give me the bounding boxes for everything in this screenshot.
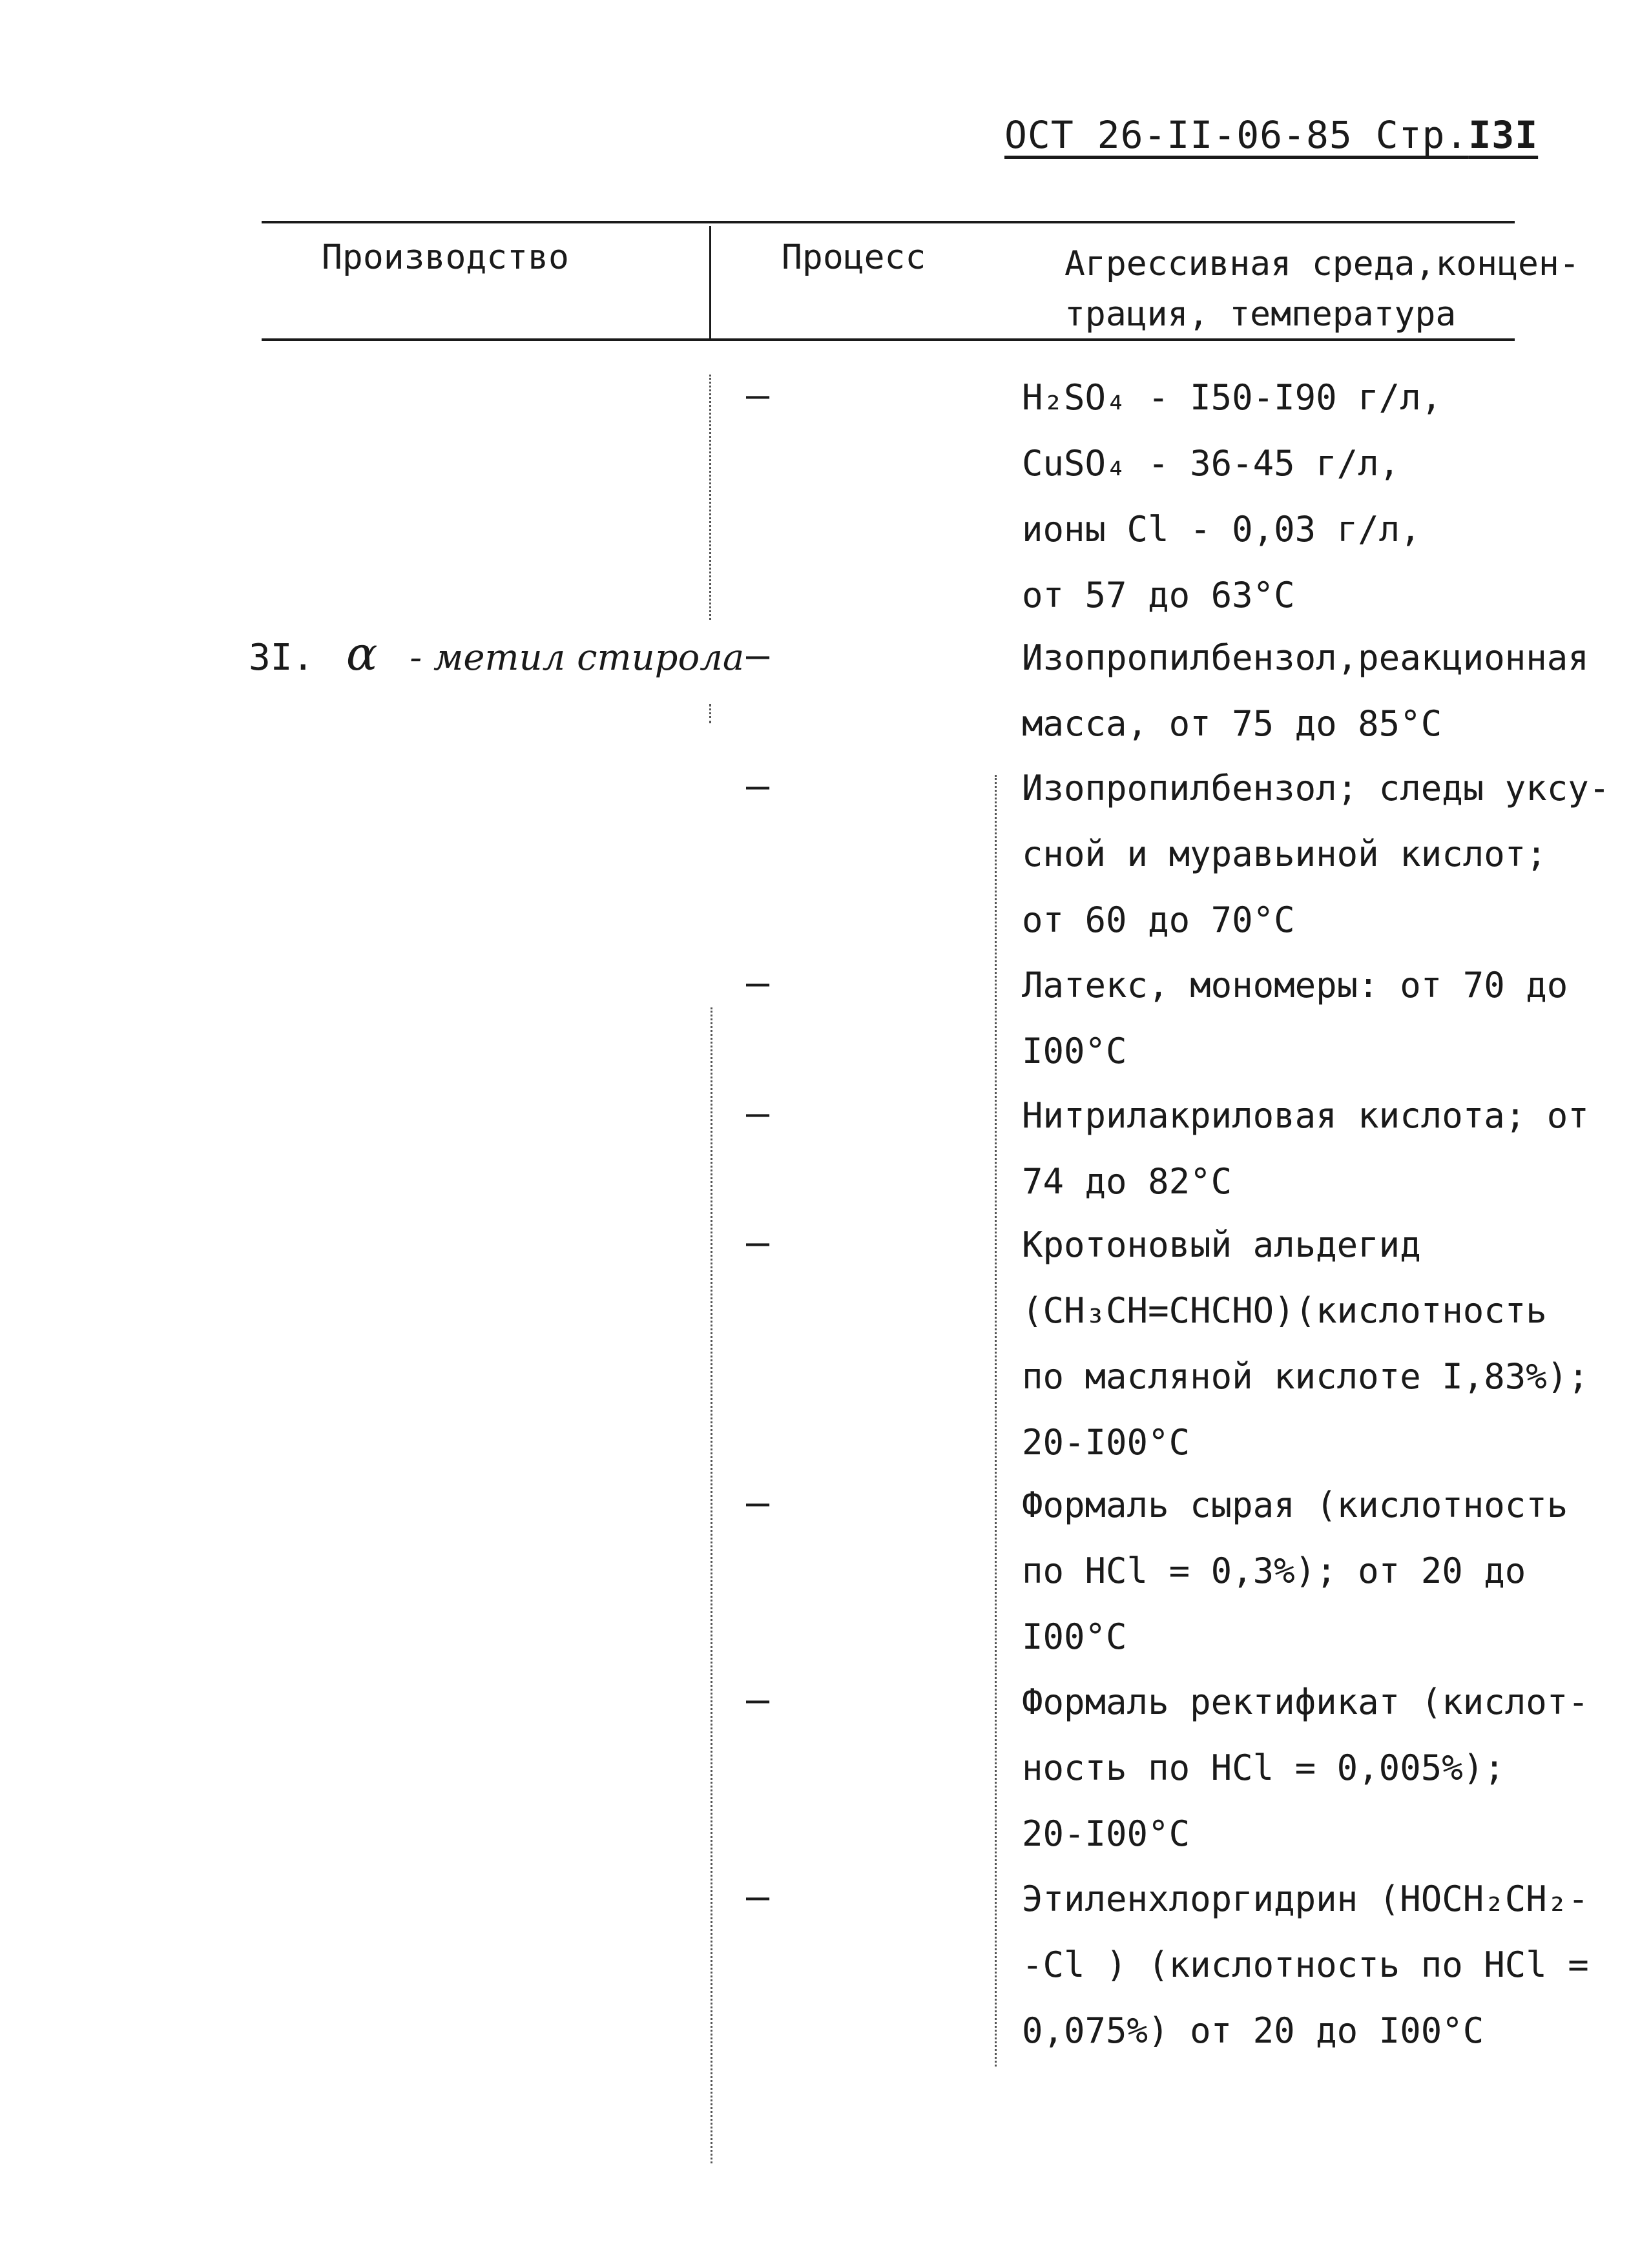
medium-text-line: Латекс, мономеры: от 70 до xyxy=(1022,965,1568,1005)
process-dash: – xyxy=(746,1480,770,1525)
process-dash: – xyxy=(746,763,770,809)
page-header xyxy=(1004,113,1538,157)
medium-text-line: от 57 до 63°C xyxy=(1022,575,1295,615)
process-dash: – xyxy=(746,960,770,1005)
table-top-rule xyxy=(262,221,1515,223)
medium-text-line: Формаль ректификат (кислот- xyxy=(1022,1682,1589,1722)
header-column-divider xyxy=(709,226,711,340)
medium-text-line: CuSO₄ - 36-45 г/л, xyxy=(1022,443,1400,484)
medium-entry xyxy=(1022,625,1589,757)
medium-text-line: сной и муравьиной кислот; xyxy=(1022,834,1547,874)
medium-entry xyxy=(1022,1866,1589,2064)
page-number: I3I xyxy=(1468,113,1539,157)
doc-reference: ОСТ 26-II-06-85 Стр. xyxy=(1004,113,1469,157)
medium-text-line: Кротоновый альдегид xyxy=(1022,1224,1421,1265)
medium-text-line: I00°C xyxy=(1022,1031,1127,1071)
medium-text-line: по HCl = 0,3%); от 20 до xyxy=(1022,1551,1526,1591)
process-dash: – xyxy=(746,373,770,418)
process-dash: – xyxy=(746,1874,770,1919)
medium-text-line: ионы Cl - 0,03 г/л, xyxy=(1022,509,1421,550)
medium-text-line: Этиленхлоргидрин (HOCH₂CH₂- xyxy=(1022,1879,1589,1919)
process-dash: – xyxy=(746,1220,770,1265)
medium-text-line: 20-I00°C xyxy=(1022,1422,1190,1463)
medium-text-line: 0,075%) от 20 до I00°C xyxy=(1022,2010,1484,2051)
medium-text-line: Изопропилбензол; следы уксу- xyxy=(1022,768,1610,809)
medium-text-line: (CH₃CH=CHCHO)(кислотность xyxy=(1022,1290,1547,1331)
column-header-process: Процесс xyxy=(782,238,926,277)
medium-text-line: Нитрилакриловая кислота; от xyxy=(1022,1095,1589,1136)
production-entry xyxy=(249,626,744,681)
medium-entry xyxy=(1022,1669,1589,1867)
medium-text-line: 74 до 82°C xyxy=(1022,1161,1232,1202)
table-header-rule xyxy=(262,338,1515,341)
medium-text-line: по масляной кислоте I,83%); xyxy=(1022,1356,1589,1397)
column-divider-dotted xyxy=(709,704,711,723)
medium-text-line: Изопропилбензол,реакционная xyxy=(1022,637,1589,678)
medium-text-line: -Cl ) (кислотность по HCl = xyxy=(1022,1944,1589,1985)
medium-text-line: Формаль сырая (кислотность xyxy=(1022,1485,1568,1525)
medium-text-line: от 60 до 70°C xyxy=(1022,900,1295,940)
column-divider-dotted xyxy=(995,775,997,2067)
process-dash: – xyxy=(746,633,770,678)
medium-text-line: 20-I00°C xyxy=(1022,1813,1190,1854)
medium-text-line: H₂SO₄ - I50-I90 г/л, xyxy=(1022,377,1442,418)
process-dash: – xyxy=(746,1091,770,1136)
medium-entry xyxy=(1022,953,1568,1084)
medium-text-line: масса, от 75 до 85°C xyxy=(1022,703,1442,744)
medium-entry xyxy=(1022,1083,1589,1215)
medium-entry xyxy=(1022,756,1610,953)
production-number: 3I. xyxy=(249,637,315,679)
medium-entry xyxy=(1022,1212,1589,1476)
process-dash: – xyxy=(746,1677,770,1722)
medium-entry xyxy=(1022,365,1442,628)
alpha-symbol: α xyxy=(346,626,378,681)
column-header-production: Производство xyxy=(322,238,569,277)
column-divider-dotted xyxy=(711,1007,712,2163)
medium-text-line: I00°C xyxy=(1022,1616,1127,1657)
medium-entry xyxy=(1022,1472,1568,1670)
column-header-medium: Агрессивная среда,концен- трация, температура xyxy=(1064,244,1580,334)
medium-text-line: ность по HCl = 0,005%); xyxy=(1022,1747,1505,1788)
production-name: - метил стирола xyxy=(410,637,745,679)
column-divider-dotted xyxy=(709,375,711,620)
